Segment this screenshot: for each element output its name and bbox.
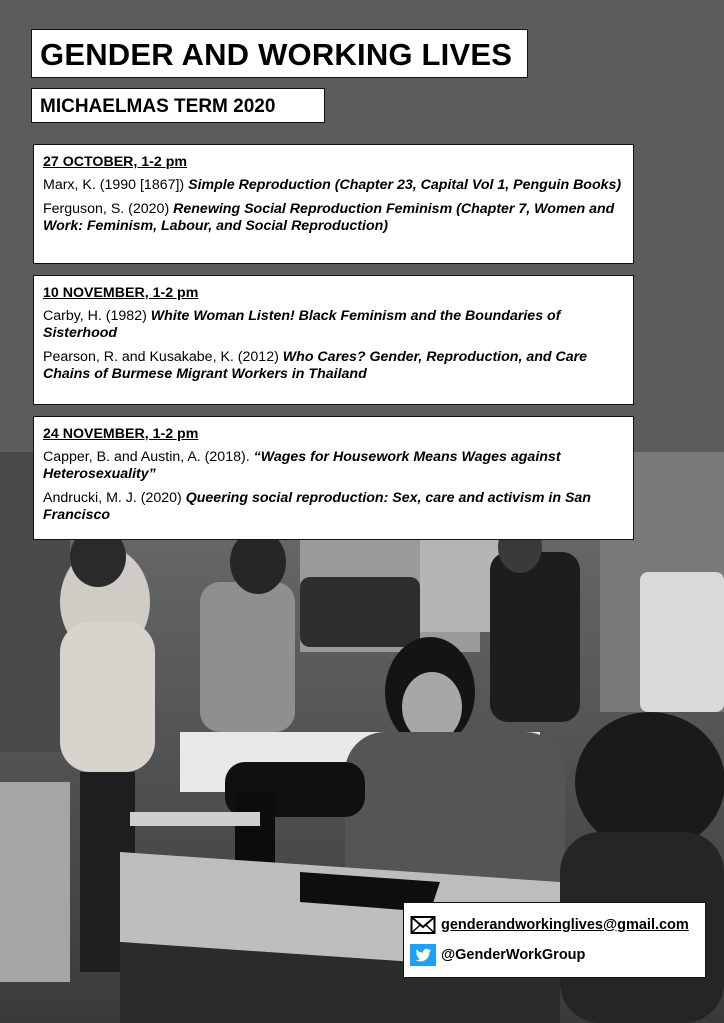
reading-title: “Wages for Housework Means Wages against Heterosexuality”	[43, 449, 561, 482]
session-card	[33, 144, 634, 264]
reading-author: Ferguson, S. (2020)	[43, 201, 174, 217]
reading-author: Marx, K. (1990 [1867])	[43, 177, 189, 193]
twitter-handle[interactable]: @GenderWorkGroup	[441, 946, 586, 963]
reading-item	[43, 201, 623, 235]
twitter-row[interactable]	[410, 941, 705, 968]
email-row[interactable]	[410, 911, 705, 938]
reading-item	[43, 449, 623, 483]
page-title: GENDER AND WORKING LIVES	[31, 29, 528, 78]
reading-title: Who Cares? Gender, Reproduction, and Care Chains of Burmese Migrant Workers in Thailand	[43, 349, 588, 382]
reading-author: Pearson, R. and Kusakabe, K. (2012)	[43, 349, 283, 365]
session-card	[33, 275, 634, 405]
reading-title: Renewing Social Reproduction Feminism (Chapter 7, Women and Work: Feminism, Labour, and Social Reproduction)	[43, 201, 615, 234]
reading-item	[43, 490, 623, 524]
twitter-bird-icon	[410, 944, 436, 966]
email-link[interactable]: genderandworkinglives@gmail.com	[441, 916, 689, 933]
reading-item	[43, 177, 623, 194]
reading-title: Queering social reproduction: Sex, care and activism in San Francisco	[43, 490, 591, 523]
reading-title: White Woman Listen! Black Feminism and the Boundaries of Sisterhood	[43, 308, 561, 341]
reading-item	[43, 349, 623, 383]
term-label: MICHAELMAS TERM 2020	[31, 88, 325, 123]
reading-author: Andrucki, M. J. (2020)	[43, 490, 186, 506]
session-date: 10 NOVEMBER, 1-2 pm	[43, 285, 199, 301]
contact-box	[403, 902, 706, 978]
reading-title: Simple Reproduction (Chapter 23, Capital Vol 1, Penguin Books)	[188, 177, 622, 193]
session-date: 27 OCTOBER, 1-2 pm	[43, 154, 188, 170]
reading-item	[43, 308, 623, 342]
reading-author: Carby, H. (1982)	[43, 308, 151, 324]
session-date: 24 NOVEMBER, 1-2 pm	[43, 426, 199, 442]
reading-author: Capper, B. and Austin, A. (2018).	[43, 449, 254, 465]
session-card	[33, 416, 634, 540]
envelope-icon	[410, 914, 436, 936]
